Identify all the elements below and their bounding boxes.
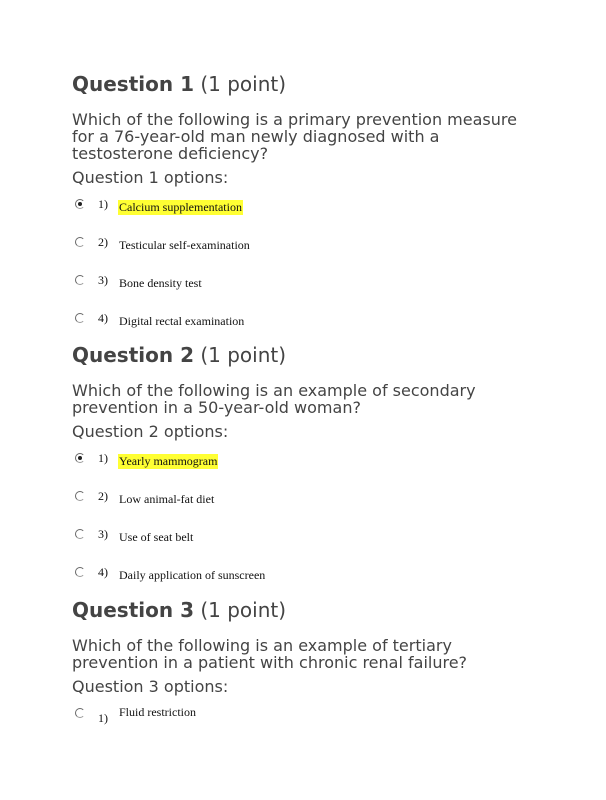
option-number: 2) <box>98 235 108 249</box>
question-2-option-1[interactable] <box>72 451 552 475</box>
question-1-text: Which of the following is a primary prevention measure for a 76-year-old man newly diagnosed with a testosterone deficiency? <box>72 110 517 163</box>
radio-button[interactable] <box>75 491 85 501</box>
option-text: Fluid restriction <box>119 705 196 719</box>
option-number: 4) <box>98 565 108 579</box>
question-3-option-1[interactable] <box>72 705 552 729</box>
option-text: Bone density test <box>119 276 202 290</box>
question-points: (1 point) <box>200 72 287 96</box>
option-text: Digital rectal examination <box>119 314 245 328</box>
question-1-option-3[interactable] <box>72 273 552 297</box>
option-text: Use of seat belt <box>119 530 194 544</box>
question-1-options-label: Question 1 options: <box>72 168 229 187</box>
question-number: Question 2 <box>72 343 194 367</box>
option-number: 3) <box>98 273 108 287</box>
option-number: 1) <box>98 197 108 211</box>
question-number: Question 3 <box>72 598 194 622</box>
option-number: 2) <box>98 489 108 503</box>
option-text: Daily application of sunscreen <box>119 568 266 582</box>
radio-button[interactable] <box>75 567 85 577</box>
option-number: 1) <box>98 711 108 725</box>
question-1-option-1[interactable] <box>72 197 552 221</box>
option-number: 4) <box>98 311 108 325</box>
question-3-text: Which of the following is an example of tertiary prevention in a patient with chronic renal failure? <box>72 636 468 672</box>
question-2-options-label: Question 2 options: <box>72 422 229 441</box>
question-1-heading <box>72 72 286 96</box>
radio-button[interactable] <box>75 313 85 323</box>
option-text: Calcium supplementation <box>119 200 242 214</box>
question-points: (1 point) <box>200 598 287 622</box>
question-3-heading <box>72 598 286 622</box>
question-2-heading <box>72 343 286 367</box>
question-3-options-label: Question 3 options: <box>72 677 229 696</box>
option-text: Low animal-fat diet <box>119 492 215 506</box>
question-1-option-2[interactable] <box>72 235 552 259</box>
radio-button-selected[interactable] <box>75 199 85 209</box>
option-text: Yearly mammogram <box>119 454 218 468</box>
question-1-option-4[interactable] <box>72 311 552 335</box>
question-points: (1 point) <box>200 343 287 367</box>
radio-button[interactable] <box>75 237 85 247</box>
question-number: Question 1 <box>72 72 194 96</box>
option-text: Testicular self-examination <box>119 238 250 252</box>
question-2-text: Which of the following is an example of secondary prevention in a 50-year-old woman? <box>72 381 476 417</box>
radio-button[interactable] <box>75 529 85 539</box>
radio-button[interactable] <box>75 275 85 285</box>
question-2-option-4[interactable] <box>72 565 552 589</box>
radio-button[interactable] <box>75 708 85 718</box>
option-number: 1) <box>98 451 108 465</box>
radio-button-selected[interactable] <box>75 453 85 463</box>
option-number: 3) <box>98 527 108 541</box>
question-2-option-3[interactable] <box>72 527 552 551</box>
question-2-option-2[interactable] <box>72 489 552 513</box>
